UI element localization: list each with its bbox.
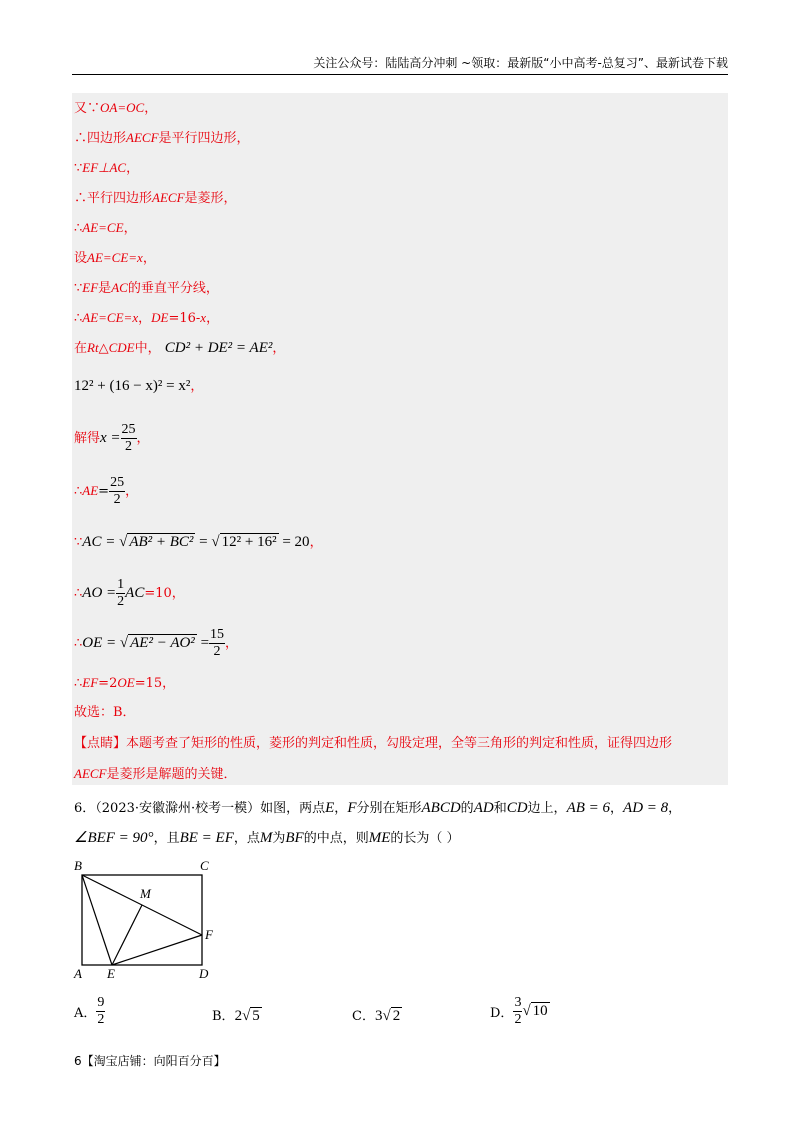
label-e: E (107, 966, 115, 981)
header-text: 关注公众号：陆陆高分冲刺 ~领取：最新版“小中高考-总复习”、最新试卷下载 (313, 56, 728, 70)
label-c: C (200, 858, 209, 873)
question-line-1: 6．（2023·安徽滁州·校考一模）如图，两点E，F分别在矩形ABCD的AD和CD边上，AB = 6，AD = 8， (74, 800, 682, 816)
segment-ef (112, 935, 202, 965)
page-footer (74, 1052, 226, 1069)
segment-be (82, 875, 112, 965)
solution-line-5: ∴AE=CE， (74, 220, 137, 236)
label-b: B (74, 858, 82, 873)
solution-line-16: ∴EF=2OE=15， (74, 675, 176, 691)
solution-line-11: 解得x = $\frac{25}{2}$ ， (74, 422, 150, 454)
solution-line-3: ∵EF⊥AC， (74, 160, 140, 176)
option-d[interactable]: D． $\frac{3}{2}$ √ 10 (490, 995, 548, 1027)
solution-line-10: 12² + (16 − x)² = x²， (74, 378, 204, 394)
solution-line-4: ∴平行四边形AECF是菱形， (74, 190, 237, 206)
solution-line-17: 故选：B． (74, 705, 136, 720)
solution-line-18: 【点睛】本题考查了矩形的性质，菱形的判定和性质，勾股定理，全等三角形的判定和性质，证得四边形 (74, 736, 673, 751)
option-a[interactable]: A． $\frac{9}{2}$ (74, 995, 105, 1027)
page-header (72, 56, 728, 75)
solution-line-7: ∵EF是AC的垂直平分线， (74, 280, 219, 296)
solution-line-12: ∴AE= $\frac{25}{2}$ ， (74, 475, 139, 507)
solution-line-9: 在Rt△CDE中， CD² + DE² = AE²， (74, 340, 286, 356)
footer-text: 6【淘宝店铺：向阳百分百】 (74, 1054, 226, 1068)
label-f: F (205, 927, 213, 942)
option-c[interactable]: C．3√ 2 (352, 1008, 401, 1024)
solution-line-15: ∴OE = √ AE² − AO² = $\frac{15}{2}$ ， (74, 627, 239, 659)
label-d: D (199, 966, 209, 981)
option-b[interactable]: B．2√ 5 (212, 1008, 260, 1024)
solution-line-2: ∴四边形AECF是平行四边形， (74, 130, 250, 146)
solution-line-19: AECF是菱形是解题的关键． (74, 766, 237, 782)
solution-line-14: ∴AO = $\frac{1}{2}$ AC=10， (74, 577, 185, 609)
solution-line-1: 又∵OA=OC， (74, 100, 158, 116)
solution-line-6: 设AE=CE=x， (74, 250, 156, 266)
geometry-figure (60, 850, 230, 985)
solution-line-8: ∴AE=CE=x，DE=16-x， (74, 310, 220, 326)
label-a: A (74, 966, 82, 981)
solution-line-13: ∵AC = √ AB² + BC² = √ 12² + 16² = 20， (74, 534, 323, 550)
label-m: M (140, 886, 151, 901)
question-line-2: ∠BEF = 90°，且BE = EF，点M为BF的中点，则ME的长为（ ） (74, 830, 460, 846)
